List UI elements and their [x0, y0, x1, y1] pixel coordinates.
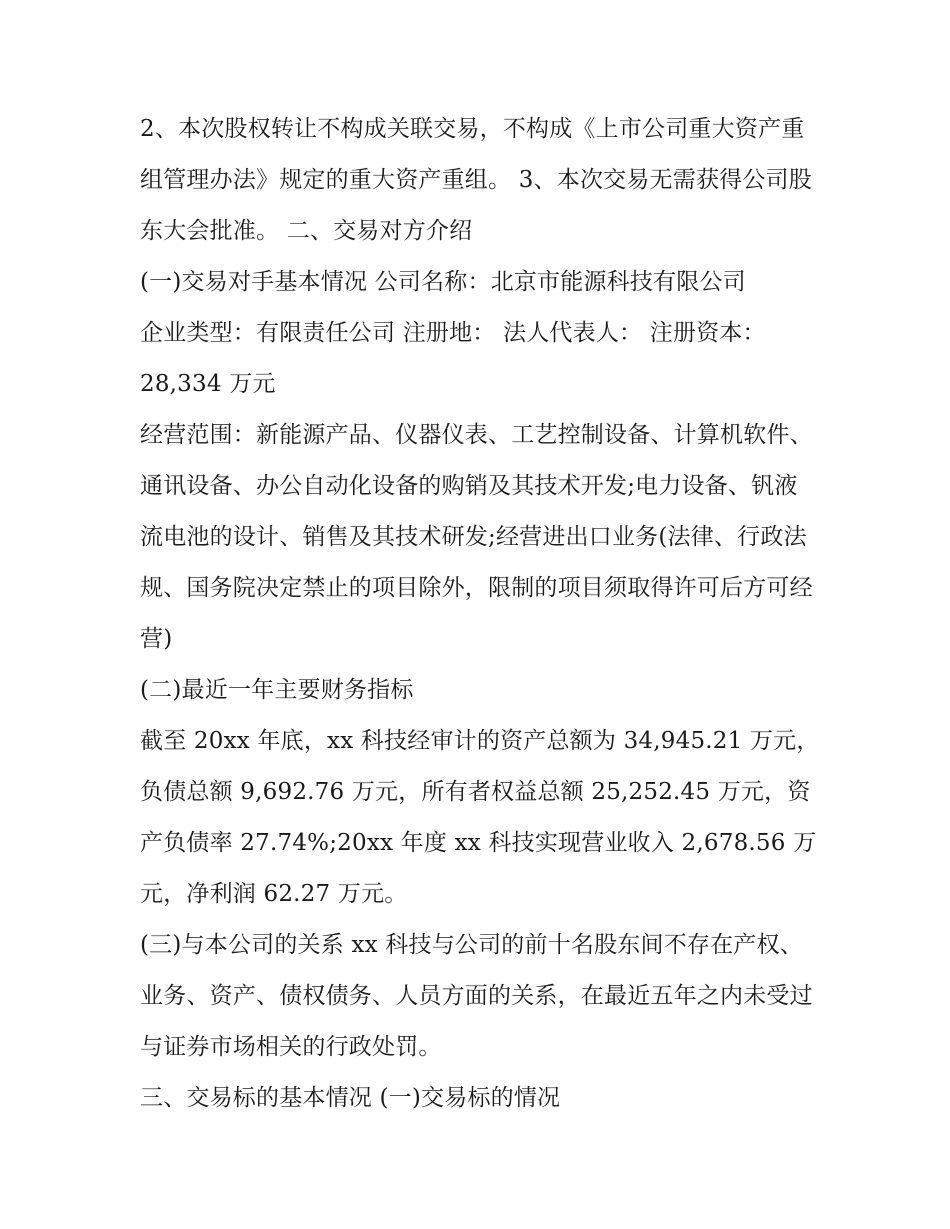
paragraph-business-scope: 经营范围：新能源产品、仪器仪表、工艺控制设备、计算机软件、通讯设备、办公自动化设备的购销及其技术开发;电力设备、钒液流电池的设计、销售及其技术研发;经营进出口业务(法律、行政法规、国务院决定禁止的项目除外，限制的项目须取得许可后方可经营) — [140, 422, 813, 652]
paragraph-relationship: (三)与本公司的关系 xx 科技与公司的前十名股东间不存在产权、业务、资产、债权债务、人员方面的关系，在最近五年之内未受过与证券市场相关的行政处罚。 — [140, 932, 813, 1060]
paragraph-financial-details: 截至 20xx 年底，xx 科技经审计的资产总额为 34,945.21 万元，负债总额 9,692.76 万元，所有者权益总额 25,252.45 万元，资产负债率 27.74%;20xx 年度 xx 科技实现营业收入 2,678.56 万元，净利润 62.27 万元。 — [140, 728, 820, 907]
paragraph-transfer-nature: 2、本次股权转让不构成关联交易，不构成《上市公司重大资产重组管理办法》规定的重大资产重组。 3、本次交易无需获得公司股东大会批准。 二、交易对方介绍 — [140, 116, 812, 244]
paragraph-counterparty-basic: (一)交易对手基本情况 公司名称：北京市能源科技有限公司 — [140, 269, 746, 295]
paragraph-company-type: 企业类型：有限责任公司 注册地： 法人代表人： 注册资本：28,334 万元 — [140, 320, 766, 397]
document-body — [140, 104, 820, 1124]
paragraph-financial-heading: (二)最近一年主要财务指标 — [140, 677, 414, 703]
paragraph-target-heading: 三、交易标的基本情况 (一)交易标的情况 — [140, 1085, 561, 1111]
